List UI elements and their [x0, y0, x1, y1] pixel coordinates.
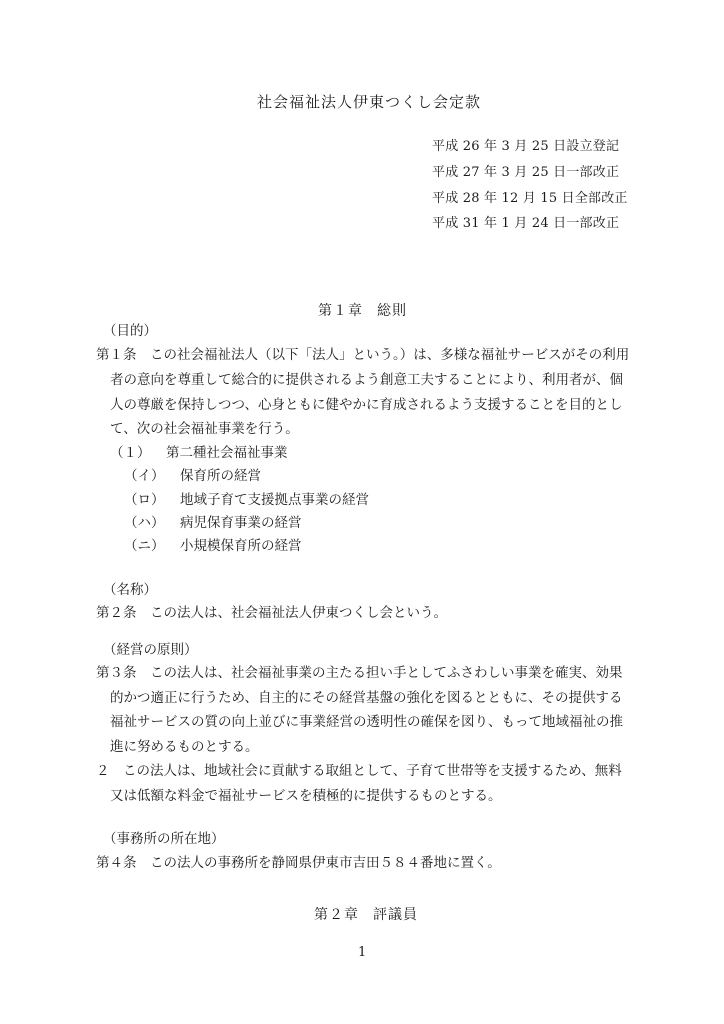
article-3-para2-line: ２ この法人は、地域社会に貢献する取組として、子育て世帯等を支援するため、無料	[96, 763, 622, 779]
history-entry: 平成 28 年 12 月 15 日全部改正	[432, 191, 628, 206]
subitem-text: 病児保育事業の経営	[180, 515, 302, 531]
document-title: 社会福祉法人伊東つくし会定款	[257, 93, 482, 111]
subitem-number: （ハ）	[124, 515, 165, 531]
article-1-caption: （目的）	[103, 323, 157, 339]
article-3-line: 第３条 この法人は、社会福祉事業の主たる担い手としてふさわしい事業を確実、効果	[96, 665, 623, 681]
chapter-number: 第２章	[314, 907, 359, 923]
article-1-line: て、次の社会福祉事業を行う。	[110, 421, 299, 437]
item-text: 第二種社会福祉事業	[166, 445, 288, 461]
page-number: 1	[358, 945, 367, 960]
article-3-caption: （経営の原則）	[103, 642, 198, 658]
article-3-line: 福祉サービスの質の向上並びに事業経営の透明性の確保を図り、もって地域福祉の推	[110, 714, 623, 730]
history-entry: 平成 26 年 3 月 25 日設立登記	[432, 139, 620, 154]
history-entry: 平成 31 年 1 月 24 日一部改正	[432, 216, 620, 231]
history-entry: 平成 27 年 3 月 25 日一部改正	[432, 165, 620, 180]
article-4-caption: （事務所の所在地）	[103, 831, 225, 847]
article-3-line: 進に努めるものとする。	[110, 739, 259, 755]
article-2-line: 第２条 この法人は、社会福祉法人伊東つくし会という。	[96, 605, 447, 621]
subitem-number: （ロ）	[124, 492, 165, 508]
article-1-line: 人の尊厳を保持しつつ、心身ともに健やかに育成されるよう支援することを目的とし	[110, 397, 623, 413]
article-1-line: 者の意向を尊重して総合的に提供されるよう創意工夫することにより、利用者が、個	[110, 372, 623, 388]
chapter-2-heading	[314, 904, 418, 924]
article-3-line: 的かつ適正に行うため、自主的にその経営基盤の強化を図るとともに、その提供する	[110, 690, 623, 706]
article-3-para2-line: 又は低額な料金で福祉サービスを積極的に提供するものとする。	[110, 788, 502, 804]
chapter-number: 第１章	[318, 303, 363, 319]
chapter-1-heading	[318, 300, 407, 320]
subitem-text: 小規模保育所の経営	[180, 538, 302, 554]
chapter-name: 総則	[377, 303, 407, 319]
article-4-line: 第４条 この法人の事務所を静岡県伊東市吉田５８４番地に置く。	[96, 855, 501, 871]
chapter-name: 評議員	[373, 907, 418, 923]
item-number: （１）	[110, 445, 151, 461]
subitem-number: （ニ）	[124, 538, 165, 554]
subitem-text: 保育所の経営	[180, 468, 261, 484]
subitem-number: （イ）	[124, 468, 165, 484]
subitem-text: 地域子育て支援拠点事業の経営	[180, 492, 369, 508]
article-2-caption: （名称）	[103, 582, 157, 598]
article-1-line: 第１条 この社会福祉法人（以下「法人」という。）は、多様な福祉サービスがその利用	[96, 347, 630, 363]
